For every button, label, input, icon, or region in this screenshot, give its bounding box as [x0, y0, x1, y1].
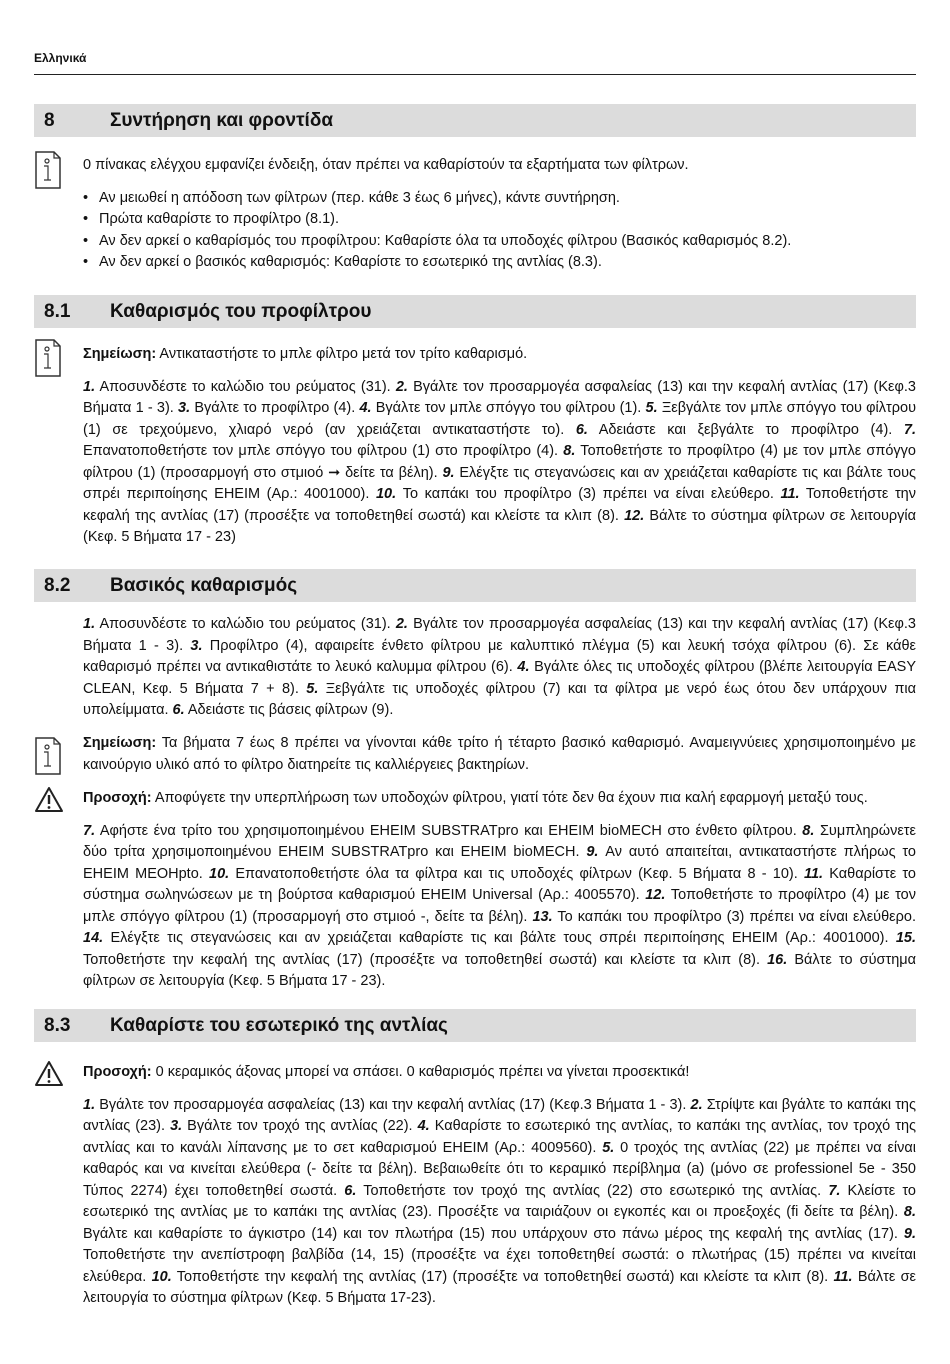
- note-label: Σημείωση:: [83, 346, 157, 362]
- step-number: 9.: [586, 844, 599, 860]
- warning-icon: [34, 1060, 64, 1087]
- step-text: Τοποθετήστε το προφίλτρο (4) με τον μπλε σπόγγο φίλτρου (1) (προσαρμογή στο στμιοό -, δείτε τα βέλη).: [83, 887, 916, 925]
- step-number: 13.: [532, 908, 553, 925]
- info-icon: [34, 150, 62, 190]
- step-text: Στρίψτε και βγάλτε το καπάκι της αντλίας (23).: [83, 1096, 916, 1134]
- note: [83, 733, 916, 776]
- step-number: 9.: [442, 464, 455, 481]
- section-8-2-note: [83, 733, 916, 776]
- step-text: Ξεβγάλτε τον μπλε σπόγγο του φίλτρου (1) σε τρεχούμενο, χλιαρό νερό (αν χρειάζεται αντικαταστήστε το).: [83, 400, 917, 438]
- step-text: Επανατοποθετήστε όλα τα φίλτρα και τις υποδοχές φίλτρων (Κεφ. 5 Βήματα 8 - 10).: [229, 865, 804, 882]
- step-text: Βγάλτε το προφίλτρο (4).: [190, 400, 360, 416]
- note-text: Αντικαταστήστε το μπλε φίλτρο μετά τον τρίτο καθαρισμό.: [156, 346, 528, 362]
- step-number: 4.: [517, 659, 530, 675]
- steps-paragraph: [83, 821, 916, 993]
- step-number: 11.: [780, 486, 800, 502]
- list-item: • Αν δεν αρκεί ο βασικός καθαρισμός: Καθαρίστε το εσωτερικό της αντλίας (8.3).: [83, 252, 916, 274]
- step-text: Αποσυνδέστε το καλώδιο του ρεύματος (31).: [95, 378, 396, 395]
- step-number: 4.: [359, 400, 372, 416]
- step-number: 3.: [170, 1118, 183, 1134]
- header-rule: [34, 74, 916, 75]
- step-number: 6.: [172, 702, 185, 718]
- step-text: Βάλτε το σύστημα φίλτρων σε λειτουργία (Κεφ. 5 Βήματα 17 - 23): [83, 507, 916, 545]
- step-text: Αν αυτό απαιτείται, αντικαταστήστε πλήρως το EHEIM MEOHpto.: [83, 844, 916, 882]
- step-number: 8.: [802, 822, 815, 839]
- section-number: 8: [44, 109, 55, 131]
- step-number: 11.: [833, 1268, 853, 1285]
- step-text: Το καπάκι του προφίλτρο (3) πρέπει να είναι ελεύθερο.: [552, 908, 916, 925]
- step-number: 10.: [209, 865, 230, 882]
- section-8-1-heading: [34, 295, 916, 328]
- step-number: 3.: [178, 400, 191, 416]
- step-text: Βάλτε το σύστημα φίλτρων σε λειτουργία (Κεφ. 5 Βήματα 17 - 23).: [83, 951, 917, 989]
- section-8-2-heading: [34, 569, 916, 602]
- step-text: Ξεβγάλτε τις υποδοχές φίλτρου (7) και τα φίλτρα με νερό έως ότου δεν υπάρχουν πια υπολείμματα.: [83, 680, 916, 718]
- step-text: Βγάλτε και καθαρίστε το άγκιστρο (14) και τον πλωτήρα (15) που υπάρχουν στο πάνω μέρος της κεφαλή της αντλίας (17).: [83, 1225, 904, 1242]
- step-number: 2.: [395, 616, 408, 632]
- step-number: 14.: [83, 930, 104, 946]
- step-text: Τοποθετήστε το προφίλτρο (4) με τον μπλε σπόγγο φίλτρου (1) (προσαρμογή στο στμιοό ➞ δείτε τα βέλη).: [83, 443, 916, 481]
- step-number: 5.: [306, 680, 319, 697]
- step-text: Προφίλτρο (4), αφαιρείτε ένθετο φίλτρου με καλυπτικό πλέγμα (5) και λευκή τσόχα φίλτρου (6). Σε κάθε καθαρισμό πρέπει να αντικαθιστάτε το λευκό καλυμμα φίλτρου (6).: [83, 637, 916, 675]
- step-number: 15.: [895, 930, 916, 946]
- warning-text: Αποφύγετε την υπερπλήρωση των υποδοχών φίλτρου, γιατί τότε δεν θα έχουν πια καλή εφαρμογή μεταξύ τους.: [151, 790, 868, 806]
- section-8-2-body: [83, 614, 916, 722]
- step-text: Βγάλτε τον τροχό της αντλίας (22).: [182, 1118, 418, 1134]
- language-label: Ελληνικά: [34, 51, 87, 65]
- section-8-1-body: [83, 344, 916, 549]
- step-text: Επανατοποθετήστε τον μπλε σπόγγο του φίλτρου (1) στο προφίλτρο (4).: [83, 443, 564, 459]
- info-text: 0 πίνακας ελέγχου εμφανίζει ένδειξη, όταν πρέπει να καθαρίστούν τα εξαρτήματα των φίλτρων.: [83, 157, 689, 173]
- list-item: • Πρώτα καθαρίστε το προφίλτρο (8.1).: [83, 209, 916, 231]
- step-text: Τοποθετήστε την κεφαλή της αντλίας (17) (προσέξτε να τοποθετηθεί σωστά) και κλείστε τα κλιπ (8).: [83, 486, 916, 524]
- step-number: 1.: [83, 1096, 96, 1113]
- step-text: 0 τροχός της αντλίας (22) με πρέπει να είναι καθαρός και να κινείται ελεύθερα (- δείτε τα βέλη). Βεβαιωθείτε ότι το κεραμικό περίβλημα (a) (μόνο σε professionel 5e - 350 Τύπος 2274) έχει τοποθετηθεί σωστά.: [83, 1139, 916, 1199]
- step-number: 6.: [575, 421, 588, 438]
- step-number: 12.: [624, 507, 645, 524]
- step-number: 11.: [803, 865, 824, 882]
- step-text: Καθαρίστε το σύστημα σωληνώσεων με τη βούρτσα καθαρισμού EHEIM Universal (Αρ.: 4005570).: [83, 865, 916, 903]
- section-number: 8.3: [44, 1014, 71, 1036]
- step-number: 7.: [828, 1182, 841, 1199]
- step-text: Αποσυνδέστε το καλώδιο του ρεύματος (31).: [95, 616, 396, 632]
- section-number: 8.1: [44, 300, 71, 322]
- step-text: Τοποθετήστε την κεφαλή της αντλίας (17) (προσέξτε να τοποθετηθεί σωστά) και κλείστε τα κλιπ (8).: [83, 951, 768, 968]
- step-number: 16.: [767, 951, 788, 968]
- info-icon: [34, 338, 62, 378]
- warning-text: 0 κεραμικός άξονας μπορεί να σπάσει. 0 καθαρισμός πρέπει να γίνεται προσεκτικά!: [151, 1064, 690, 1080]
- section-title: Καθαρισμός του προφίλτρου: [110, 300, 372, 322]
- section-8-3-body: [83, 1062, 916, 1310]
- section-8-body: [83, 155, 916, 274]
- step-text: Καθαρίστε το εσωτερικό της αντλίας, το καπάκι της αντλίας, τον τροχό της αντλίας και το κανάλι λίπανσης με το σετ καθαρισμού EHEIM (Αρ.: 4009560).: [83, 1118, 917, 1156]
- step-text: Αδειάστε τις βάσεις φίλτρων (9).: [184, 702, 394, 718]
- step-number: 5.: [645, 400, 658, 416]
- step-number: 8.: [563, 443, 576, 459]
- step-text: Βγάλτε τον μπλε σπόγγο του φίλτρου (1).: [371, 400, 646, 416]
- step-number: 12.: [645, 887, 666, 903]
- step-text: Κλείστε το εσωτερικό της αντλίας με το καπάκι της αντλίας (23). Προσέξτε να ταιριάζουν οι εγκοπές και οι προεξοχές (fi δείτε τα βέλη).: [83, 1182, 916, 1220]
- step-number: 4.: [417, 1118, 430, 1134]
- warning-label: Προσοχή:: [83, 790, 152, 806]
- note-text: Τα βήματα 7 έως 8 πρέπει να γίνονται κάθε τρίτο ή τέταρτο βασικό καθαρισμό. Αναμειγνύειες χρησιμοποιημένο με καινούργιο υλικό από το φίλτρο διατηρείτε τις καλλιέργειες βακτηρίων.: [83, 735, 916, 773]
- step-text: Τοποθετήστε την κεφαλή της αντλίας (17) (προσέξτε να τοποθετηθεί σωστά) και κλείστε τα κλιπ (8).: [171, 1268, 834, 1285]
- step-number: 8.: [903, 1204, 916, 1220]
- step-text: Ελέγξτε τις στεγανώσεις και αν χρειάζεται καθαρίστε τις και βάλτε τους σπρέι περιποίησης EHEIM (Αρ.: 4001000).: [83, 464, 916, 502]
- note-label: Σημείωση:: [83, 735, 157, 751]
- section-8-heading: [34, 104, 916, 137]
- step-text: Αφήστε ένα τρίτο του χρησιμοποιημένου EHEIM SUBSTRATpro και EHEIM bioMECH στο ένθετο φίλτρου.: [95, 822, 803, 839]
- warning-label: Προσοχή:: [83, 1064, 152, 1080]
- warning: [83, 788, 916, 810]
- step-number: 5.: [602, 1139, 615, 1156]
- steps-paragraph: [83, 614, 916, 722]
- section-number: 8.2: [44, 574, 71, 596]
- section-8-3-heading: [34, 1009, 916, 1042]
- step-number: 2.: [395, 378, 408, 395]
- warning-icon: [34, 786, 64, 813]
- step-text: Τοποθετήστε τον τροχό της αντλίας (22) στο εσωτερικό της αντλίας.: [356, 1182, 829, 1199]
- step-text: Βγάλτε τον προσαρμογέα ασφαλείας (13) και την κεφαλή αντλίας (17) (Κεφ.3 Βήματα 1 - 3).: [83, 378, 916, 416]
- step-number: 6.: [344, 1182, 357, 1199]
- section-8-2-warning: [83, 788, 916, 993]
- step-number: 10.: [151, 1268, 172, 1285]
- step-number: 7.: [903, 421, 917, 438]
- step-text: Βγάλτε τον προσαρμογέα ασφαλείας (13) και την κεφαλή αντλίας (17) (Κεφ.3 Βήματα 1 - 3).: [83, 616, 916, 654]
- step-number: 9.: [903, 1225, 916, 1242]
- section-title: Συντήρηση και φροντίδα: [110, 109, 334, 131]
- step-number: 1.: [83, 378, 96, 395]
- list-item: • Αν δεν αρκεί ο καθαρίσμός του προφίλτρου: Καθαρίστε όλα τα υποδοχές φίλτρου (Βασικός καθαρισμός 8.2).: [83, 231, 916, 253]
- note: [83, 344, 916, 366]
- step-text: Ελέγξτε τις στεγανώσεις και αν χρειάζεται καθαρίστε τις και βάλτε τους σπρέι περιποίησης EHEIM (Αρ.: 4001000).: [103, 930, 896, 946]
- step-text: Αδειάστε και ξεβγάλτε το προφίλτρο (4).: [587, 421, 904, 438]
- info-icon: [34, 736, 62, 776]
- step-text: Βγάλτε όλες τις υποδοχές φίλτρου (βλέπε λειτουργία EASY CLEAN, Κεφ. 5 Βήματα 7 + 8).: [83, 659, 916, 697]
- step-number: 2.: [690, 1096, 703, 1113]
- step-text: Βγάλτε τον προσαρμογέα ασφαλείας (13) και την κεφαλή αντλίας (17) (Κεφ.3 Βήματα 1 - 3).: [95, 1096, 691, 1113]
- step-text: Συμπληρώνετε δύο τρίτα χρησιμοποιημένου EHEIM SUBSTRATpro και EHEIM bioMECH.: [83, 822, 916, 860]
- step-number: 10.: [375, 486, 397, 502]
- step-number: 3.: [190, 637, 203, 654]
- step-text: Τοποθετήστε την ανεπίστροφη βαλβίδα (14, 15) (προσέξτε να έχει τοποθετηθεί σωστά: ο πλωτήρας (15) πρέπει να κινείται ελεύθερα.: [83, 1247, 916, 1285]
- step-text: Βάλτε σε λειτουργία το σύστημα φίλτρων (Κεφ. 5 Βήματα 17-23).: [83, 1268, 917, 1306]
- step-number: 1.: [83, 616, 96, 632]
- section-title: Καθαρίστε του εσωτερικό της αντλίας: [110, 1014, 448, 1036]
- step-number: 7.: [83, 822, 96, 839]
- steps-paragraph: [83, 377, 916, 549]
- steps-paragraph: [83, 1095, 916, 1310]
- section-title: Βασικός καθαρισμός: [110, 574, 298, 596]
- list-item: • Αν μειωθεί η απόδοση των φίλτρων (περ. κάθε 3 έως 6 μήνες), κάντε συντήρηση.: [83, 188, 916, 210]
- step-text: Το καπάκι του προφίλτρο (3) πρέπει να είναι ελεύθερο.: [396, 486, 781, 502]
- warning: [83, 1062, 916, 1084]
- bullet-list: [83, 188, 916, 274]
